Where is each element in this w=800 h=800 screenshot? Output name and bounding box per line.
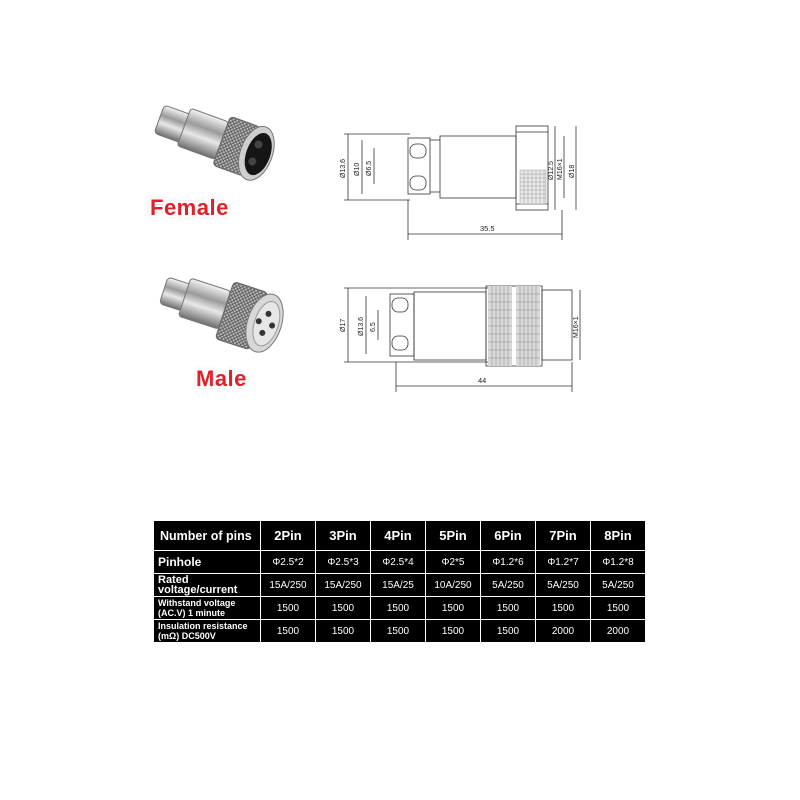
table-cell: Φ2*5 xyxy=(426,551,481,574)
male-dim-1: Ø17 xyxy=(340,318,347,332)
male-connector-photo xyxy=(148,258,298,378)
table-cell: 1500 xyxy=(426,597,481,620)
table-cell: 1500 xyxy=(481,597,536,620)
table-cell: 15A/250 xyxy=(316,574,371,597)
header-cell: 6Pin xyxy=(481,521,536,551)
female-dim-3: Ø6.5 xyxy=(366,160,373,176)
table-cell: Φ1.2*6 xyxy=(481,551,536,574)
header-cell: 5Pin xyxy=(426,521,481,551)
male-dim-3: 6.5 xyxy=(370,322,377,332)
female-dim-6: Ø18 xyxy=(569,164,576,178)
header-cell: 4Pin xyxy=(371,521,426,551)
table-cell: Φ2.5*3 xyxy=(316,551,371,574)
table-cell: 1500 xyxy=(426,620,481,643)
male-dim-2: Ø13.6 xyxy=(358,316,365,336)
table-cell: 5A/250 xyxy=(536,574,591,597)
table-cell: 5A/250 xyxy=(591,574,646,597)
female-dim-4: Ø12.5 xyxy=(548,160,555,180)
male-label: Male xyxy=(196,366,247,391)
table-cell: Φ1.2*8 xyxy=(591,551,646,574)
female-dim-2: Ø10 xyxy=(354,162,361,176)
row-label: Withstand voltage (AC.V) 1 minute xyxy=(154,597,261,620)
table-row xyxy=(154,620,646,643)
table-row xyxy=(154,574,646,597)
table-cell: Φ2.5*2 xyxy=(261,551,316,574)
table-cell: 15A/25 xyxy=(371,574,426,597)
female-label: Female xyxy=(150,195,229,220)
table-cell: 1500 xyxy=(316,597,371,620)
row-label: Insulation resistance (mΩ) DC500V xyxy=(154,620,261,643)
table-cell: 1500 xyxy=(371,597,426,620)
row-label: Rated voltage/current xyxy=(154,574,261,597)
table-cell: 1500 xyxy=(591,597,646,620)
header-cell: 8Pin xyxy=(591,521,646,551)
table-cell: 1500 xyxy=(261,597,316,620)
header-cell: 7Pin xyxy=(536,521,591,551)
female-technical-drawing xyxy=(330,118,600,248)
male-length: 44 xyxy=(478,376,487,385)
table-cell: 1500 xyxy=(536,597,591,620)
table-cell: 1500 xyxy=(371,620,426,643)
table-cell: 5A/250 xyxy=(481,574,536,597)
header-cell: 2Pin xyxy=(261,521,316,551)
table-cell: Φ2.5*4 xyxy=(371,551,426,574)
spec-table xyxy=(153,520,646,643)
row-label: Pinhole xyxy=(154,551,261,574)
table-cell: 1500 xyxy=(481,620,536,643)
female-connector-photo xyxy=(140,95,290,205)
female-dim-1: Ø13.6 xyxy=(340,158,347,178)
table-row xyxy=(154,597,646,620)
table-cell: Φ1.2*7 xyxy=(536,551,591,574)
male-technical-drawing xyxy=(330,280,600,400)
header-cell: 3Pin xyxy=(316,521,371,551)
male-dim-4: M16×1 xyxy=(573,316,580,338)
table-cell: 1500 xyxy=(316,620,371,643)
female-dim-5: M16×1 xyxy=(557,158,564,180)
table-cell: 1500 xyxy=(261,620,316,643)
female-length: 35.5 xyxy=(480,224,495,233)
table-cell: 10A/250 xyxy=(426,574,481,597)
header-cell: Number of pins xyxy=(154,521,261,551)
table-header-row xyxy=(154,521,646,551)
table-row xyxy=(154,551,646,574)
table-cell: 2000 xyxy=(536,620,591,643)
table-cell: 2000 xyxy=(591,620,646,643)
table-cell: 15A/250 xyxy=(261,574,316,597)
